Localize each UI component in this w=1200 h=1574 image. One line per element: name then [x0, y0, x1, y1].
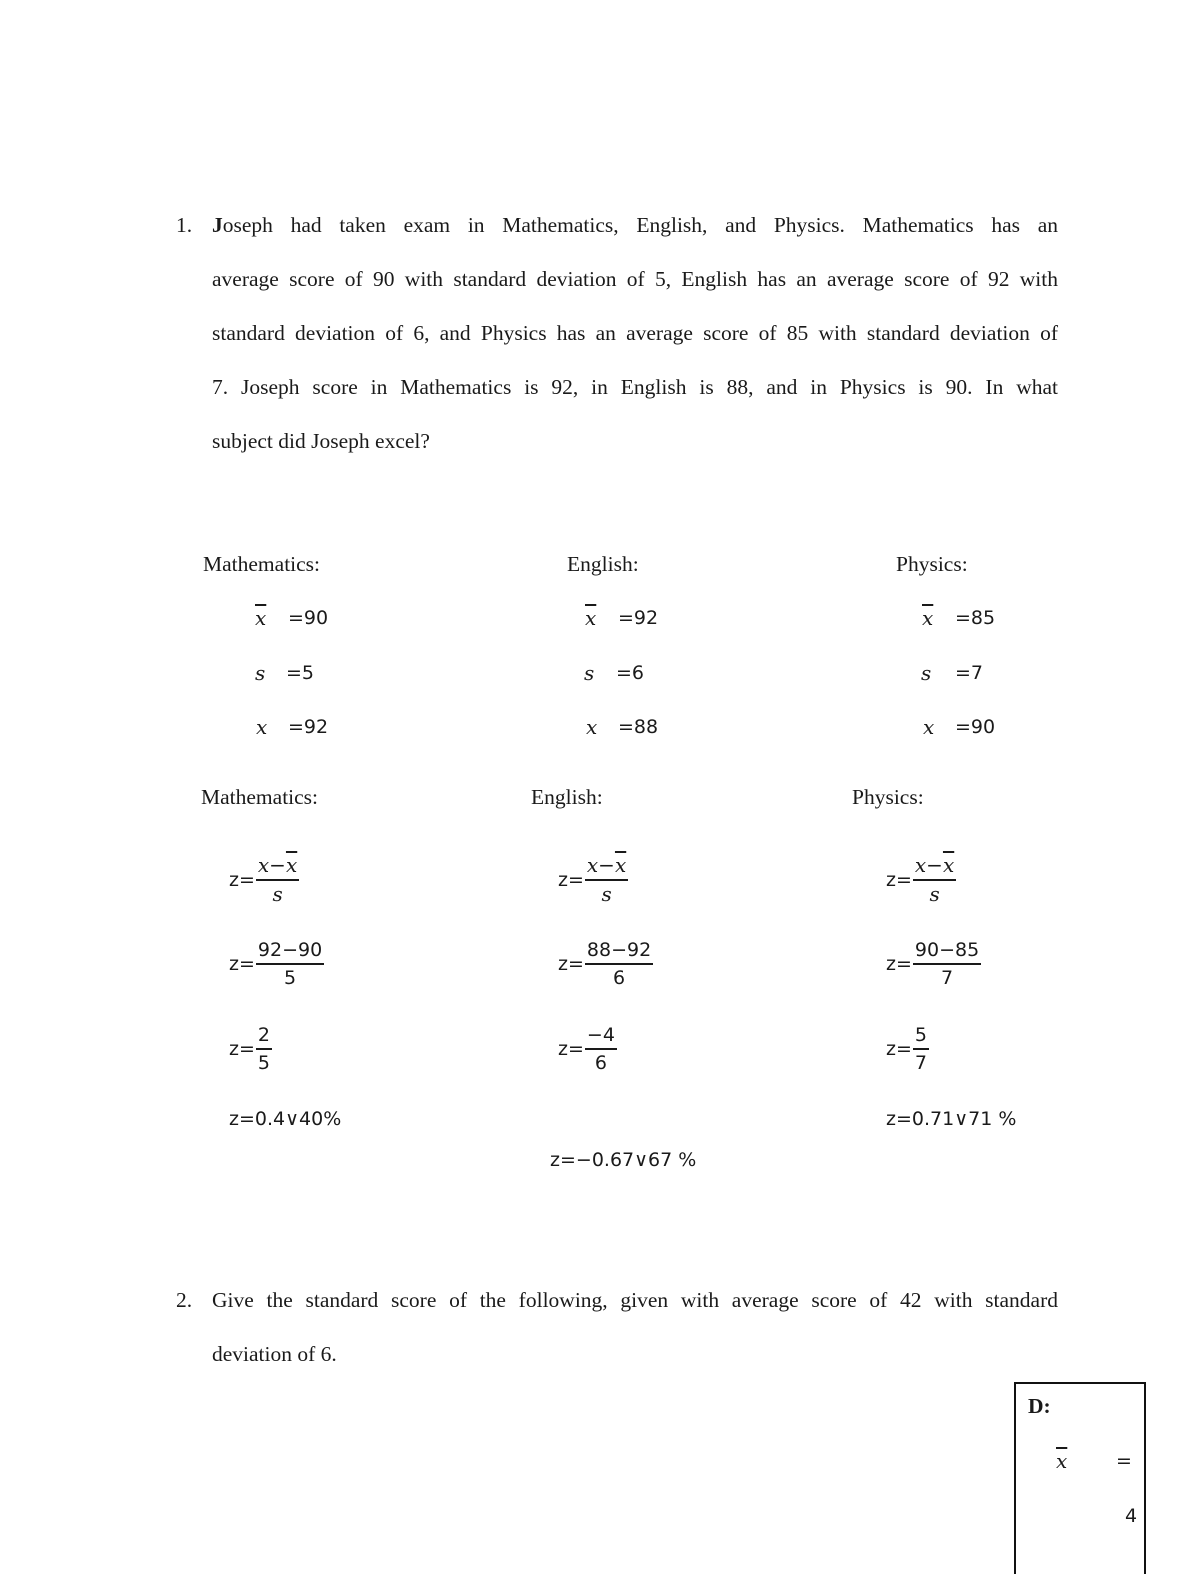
score-value: =92	[288, 716, 329, 738]
solution-subject: English:	[531, 785, 603, 809]
given-subject: Physics:	[896, 552, 968, 576]
z-result: z=0.71∨71 %	[886, 1108, 1017, 1130]
z-formula: z= $\frac{x-\overline{x}}{s}$	[558, 853, 627, 906]
score-symbol: x	[256, 715, 268, 739]
z-result: z=0.4∨40%	[229, 1108, 342, 1130]
z-fraction: z= $\frac{5}{7}$	[886, 1024, 927, 1074]
problem-1-line-5: subject did Joseph excel?	[212, 429, 430, 453]
problem-2-number: 2.	[176, 1288, 193, 1312]
box-equals: =	[1116, 1450, 1132, 1472]
z-substitution: z= $\frac{90-85}{7}$	[886, 939, 980, 989]
problem-1-line-2: average score of 90 with standard deviation of 5, English has an average score of 92 with	[212, 267, 1058, 291]
mean-symbol: $\overline{x}$	[585, 606, 597, 630]
problem-1-line-1: Joseph had taken exam in Mathematics, English, and Physics. Mathematics has an	[212, 213, 1058, 237]
problem-1-line-4: 7. Joseph score in Mathematics is 92, in English is 88, and in Physics is 90. In what	[212, 375, 1058, 399]
sd-symbol: s	[921, 661, 932, 685]
box-mean-symbol: $\overline{x}$	[1056, 1449, 1068, 1473]
given-box-d	[1014, 1382, 1146, 1574]
sd-value: =7	[955, 662, 984, 684]
sd-symbol: s	[255, 661, 266, 685]
problem-1-line-3: standard deviation of 6, and Physics has an average score of 85 with standard deviation of	[212, 321, 1058, 345]
box-partial-value: 4	[1125, 1505, 1138, 1527]
z-formula: z= $\frac{x-\overline{x}}{s}$	[229, 853, 298, 906]
z-fraction: z= $\frac{-4}{6}$	[558, 1024, 615, 1074]
mean-value: =90	[288, 607, 329, 629]
z-formula: z= $\frac{x-\overline{x}}{s}$	[886, 853, 955, 906]
sd-value: =6	[616, 662, 645, 684]
mean-symbol: $\overline{x}$	[922, 606, 934, 630]
solution-subject: Physics:	[852, 785, 924, 809]
problem-1-number: 1.	[176, 213, 193, 237]
score-value: =90	[955, 716, 996, 738]
sd-value: =5	[286, 662, 315, 684]
given-subject: Mathematics:	[203, 552, 321, 576]
box-label: D:	[1028, 1394, 1051, 1418]
mean-symbol: $\overline{x}$	[255, 606, 267, 630]
mean-value: =85	[955, 607, 996, 629]
score-symbol: x	[586, 715, 598, 739]
z-fraction: z= $\frac{2}{5}$	[229, 1024, 270, 1074]
sd-symbol: s	[584, 661, 595, 685]
first-letter: J	[212, 213, 223, 237]
z-result: z=−0.67∨67 %	[550, 1149, 697, 1171]
problem-2-line-2: deviation of 6.	[212, 1342, 337, 1366]
given-subject: English:	[567, 552, 639, 576]
problem-2-line-1: Give the standard score of the following, given with average score of 42 with standard	[212, 1288, 1058, 1312]
mean-value: =92	[618, 607, 659, 629]
z-substitution: z= $\frac{88-92}{6}$	[558, 939, 652, 989]
solution-subject: Mathematics:	[201, 785, 319, 809]
score-value: =88	[618, 716, 659, 738]
score-symbol: x	[923, 715, 935, 739]
z-substitution: z= $\frac{92-90}{5}$	[229, 939, 323, 989]
